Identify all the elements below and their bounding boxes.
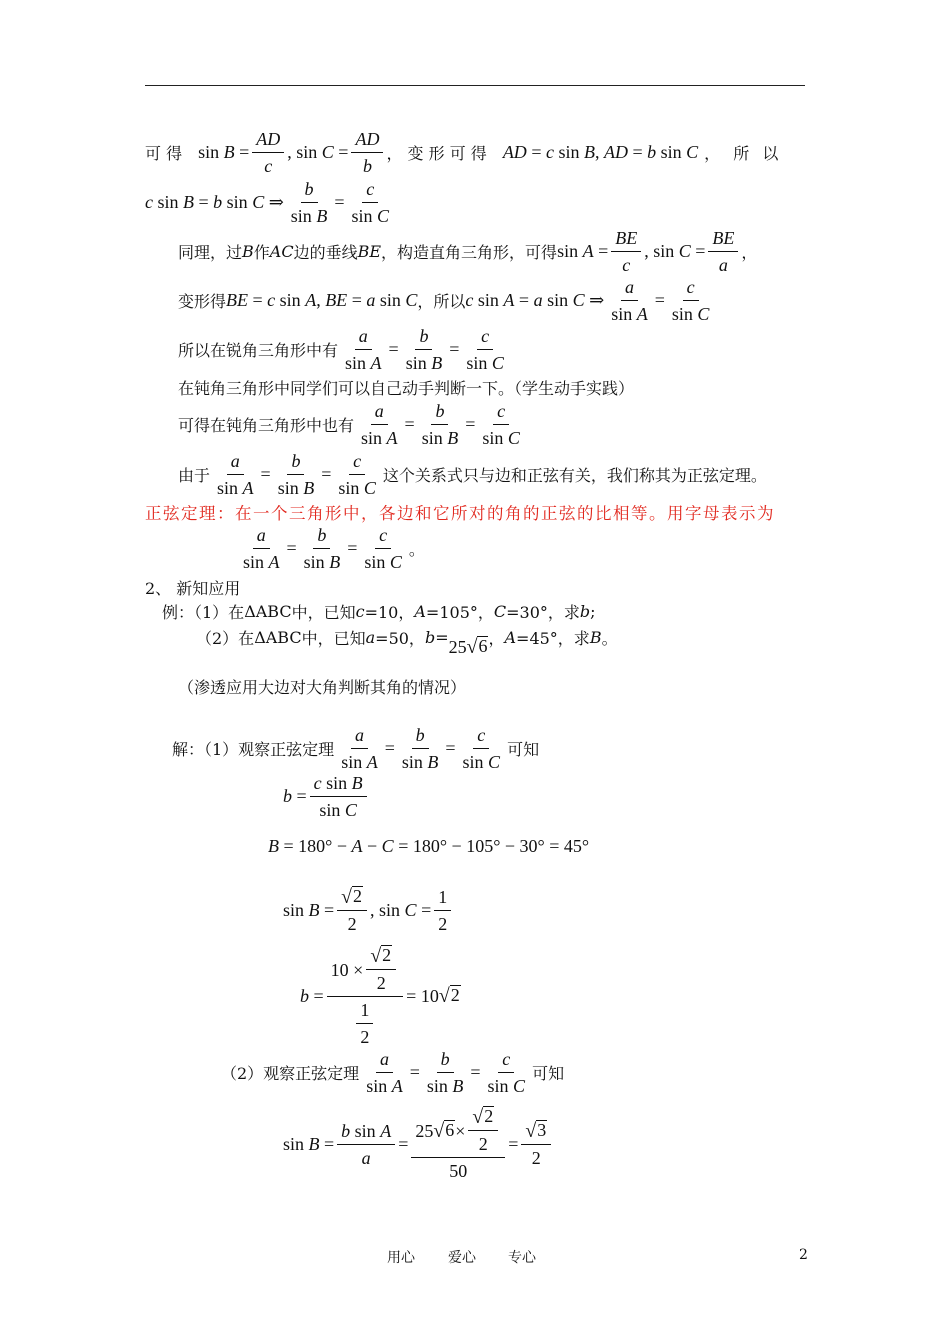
formula: =: [449, 339, 460, 359]
example-1: [162, 600, 596, 623]
fraction: $\frac{a}{\text{sin A}}$: [341, 725, 378, 772]
text: （渗透应用大边对大角判断其角的情况）: [178, 678, 467, 697]
text-line-7: [178, 400, 527, 449]
formula-b: [283, 772, 370, 821]
text: C: [493, 602, 507, 621]
text-line-10: [236, 524, 425, 573]
formula: b =: [283, 786, 307, 806]
text: 作: [253, 243, 270, 262]
fraction: $\frac{a}{\text{sin A}}$: [217, 451, 254, 498]
text: 可知: [532, 1064, 565, 1083]
text: 2、 新知应用: [145, 579, 241, 598]
formula: B = 180° − A − C = 180° − 105° − 30° = 45°: [268, 836, 590, 856]
text: 中，已知: [301, 629, 366, 648]
example-2: [196, 626, 618, 658]
text: A: [414, 602, 426, 621]
text: B: [242, 242, 254, 261]
formula: =: [470, 1062, 481, 1082]
fraction: 10 × √ 2 2 $\frac{1}{2}$: [327, 945, 404, 1048]
page-number: 2: [799, 1247, 808, 1263]
text: =50，: [375, 629, 425, 648]
text: b: [579, 602, 591, 621]
fraction: 25 √ 6 × √ 2 2 50: [411, 1106, 505, 1182]
formula: c sin A = a sin C ⇒: [465, 290, 605, 310]
text: ，构造直角三角形，可得: [381, 243, 558, 262]
formula: sin A =: [557, 241, 609, 261]
fraction: $\frac{1}{2}$: [434, 886, 451, 935]
text-line-14: [178, 675, 466, 698]
text: A: [504, 628, 517, 647]
formula: sin B =: [198, 142, 250, 162]
text-line-5: [178, 325, 511, 374]
formula: b =: [300, 986, 324, 1006]
fraction: $\frac{c}{\text{sin C}}$: [462, 725, 501, 772]
text: 可得在钝角三角形中也有: [178, 416, 355, 435]
text: 可知: [507, 740, 540, 759]
text-line-1: [145, 128, 778, 177]
fraction: $\frac{BE}{c}$: [611, 227, 641, 276]
formula: sin B =: [283, 900, 335, 920]
text: =45°，求: [516, 629, 590, 648]
fraction: $\frac{c}{\text{sin C}}$: [466, 326, 504, 373]
formula: c sin B = b sin C ⇒: [145, 192, 284, 212]
formula: AD = c sin B, AD = b sin C: [502, 142, 699, 162]
fraction: $\frac{c}{\text{sin C}}$: [671, 277, 710, 324]
text: ，: [741, 243, 758, 262]
fraction: √ 2 2: [337, 886, 367, 935]
text: B: [589, 628, 602, 647]
formula: =: [398, 1133, 409, 1154]
fraction: $\frac{\text{c sin B}}{\text{sin C}}$: [310, 772, 367, 821]
formula-sinB-result: [283, 1106, 554, 1182]
fraction: $\frac{BE}{a}$: [708, 227, 738, 276]
formula-sin-values: [283, 886, 454, 935]
fraction: $\frac{a}{\text{sin A}}$: [611, 277, 648, 324]
text-line-3: [178, 227, 757, 276]
formula: , sin C =: [644, 241, 706, 261]
text: 解：（1）观察正弦定理: [172, 740, 335, 759]
footer-text: 专心: [508, 1250, 536, 1266]
footer-text: 爱心: [448, 1250, 476, 1266]
solution-2-heading: [221, 1048, 564, 1097]
header-rule: [145, 85, 805, 86]
formula: BE = c sin A, BE = a sin C: [226, 290, 418, 310]
text: 由于: [178, 466, 211, 485]
text: BE: [357, 242, 382, 261]
text: 这个关系式只与边和正弦有关，我们称其为正弦定理。: [382, 466, 767, 485]
text: AC: [269, 242, 294, 261]
text: 。: [408, 540, 425, 559]
formula: =: [388, 339, 399, 359]
fraction: $\frac{c}{\text{sin C}}$: [351, 179, 389, 226]
text: 中，已知: [291, 603, 356, 622]
text: ， 变 形 可 得: [386, 144, 487, 163]
text: （2）在: [196, 629, 255, 648]
text: a: [365, 628, 376, 647]
text: =105°，: [425, 603, 494, 622]
footer-text: 用心: [387, 1250, 415, 1266]
text: 所以在锐角三角形中有: [178, 341, 339, 360]
text-line-6: [178, 376, 634, 399]
fraction: $\frac{a}{\text{sin A}}$: [345, 326, 382, 373]
fraction: $\frac{b}{\text{sin B}}$: [277, 451, 315, 498]
text-line-2: [145, 178, 396, 227]
formula-B: [268, 836, 589, 857]
fraction: $\frac{\text{b sin A}}{a}$: [337, 1120, 395, 1169]
text: 例：（1）在: [162, 603, 245, 622]
formula: = 10 √ 2: [406, 985, 460, 1007]
text: 。: [601, 629, 618, 648]
text: ΔABC: [254, 628, 302, 647]
text: ，: [488, 629, 505, 648]
formula: , sin C =: [370, 900, 432, 920]
formula: =: [404, 414, 415, 434]
text: ， 所 以: [704, 144, 779, 163]
fraction: $\frac{b}{\text{sin B}}$: [421, 401, 459, 448]
fraction: $\frac{c}{\text{sin C}}$: [482, 401, 520, 448]
formula: =: [445, 738, 456, 758]
fraction: $\frac{a}{\text{sin A}}$: [243, 525, 280, 572]
fraction: √ 3 2: [521, 1120, 551, 1169]
theorem-statement: [145, 500, 775, 524]
text: ΔABC: [244, 602, 292, 621]
fraction: $\frac{b}{\text{sin B}}$: [426, 1049, 464, 1096]
fraction: $\frac{c}{\text{sin C}}$: [364, 525, 402, 572]
fraction: $\frac{AD}{c}$: [252, 128, 284, 177]
formula: =: [321, 464, 332, 484]
formula: =: [260, 464, 271, 484]
formula: =: [654, 290, 665, 310]
fraction: $\frac{a}{\text{sin A}}$: [366, 1049, 403, 1096]
solution-1-heading: [172, 724, 539, 773]
fraction: $\frac{AD}{b}$: [351, 128, 383, 177]
text: 正弦定理：在一个三角形中，各边和它所对的角的正弦的比相等。用字母表示为: [145, 504, 775, 523]
text-line-8: [178, 450, 767, 499]
fraction: $\frac{c}{\text{sin C}}$: [487, 1049, 526, 1096]
text: ，所以: [417, 292, 466, 311]
fraction: $\frac{c}{\text{sin C}}$: [338, 451, 376, 498]
section-heading: [145, 576, 240, 599]
formula-b-result: [300, 945, 461, 1048]
formula: , sin C =: [287, 142, 349, 162]
fraction: $\frac{b}{\text{sin B}}$: [303, 525, 341, 572]
text: 边的垂线: [293, 243, 358, 262]
text-line-4: [178, 276, 716, 325]
formula: =: [409, 1062, 420, 1082]
text: 可 得: [145, 144, 183, 163]
text: =10，: [364, 603, 415, 622]
text: =: [435, 628, 449, 647]
fraction: $\frac{b}{\text{sin B}}$: [405, 326, 443, 373]
fraction: $\frac{b}{\text{sin B}}$: [401, 725, 439, 772]
text: c: [355, 602, 365, 621]
formula: =: [508, 1133, 519, 1154]
text: =30°，求: [506, 603, 580, 622]
text: ;: [590, 602, 596, 621]
formula: =: [347, 538, 358, 558]
text: 变形得: [178, 292, 227, 311]
formula: =: [384, 738, 395, 758]
text: （2）观察正弦定理: [221, 1064, 360, 1083]
formula: =: [286, 538, 297, 558]
formula: =: [334, 192, 345, 212]
formula: =: [465, 414, 476, 434]
text: 在钝角三角形中同学们可以自己动手判断一下。（学生动手实践）: [178, 379, 635, 398]
text: 同理，过: [178, 243, 243, 262]
fraction: $\frac{a}{\text{sin A}}$: [361, 401, 398, 448]
fraction: $\frac{b}{\text{sin B}}$: [290, 179, 328, 226]
formula: sin B =: [283, 1133, 335, 1154]
formula: 25 √ 6: [448, 636, 488, 658]
text: b: [424, 628, 436, 647]
